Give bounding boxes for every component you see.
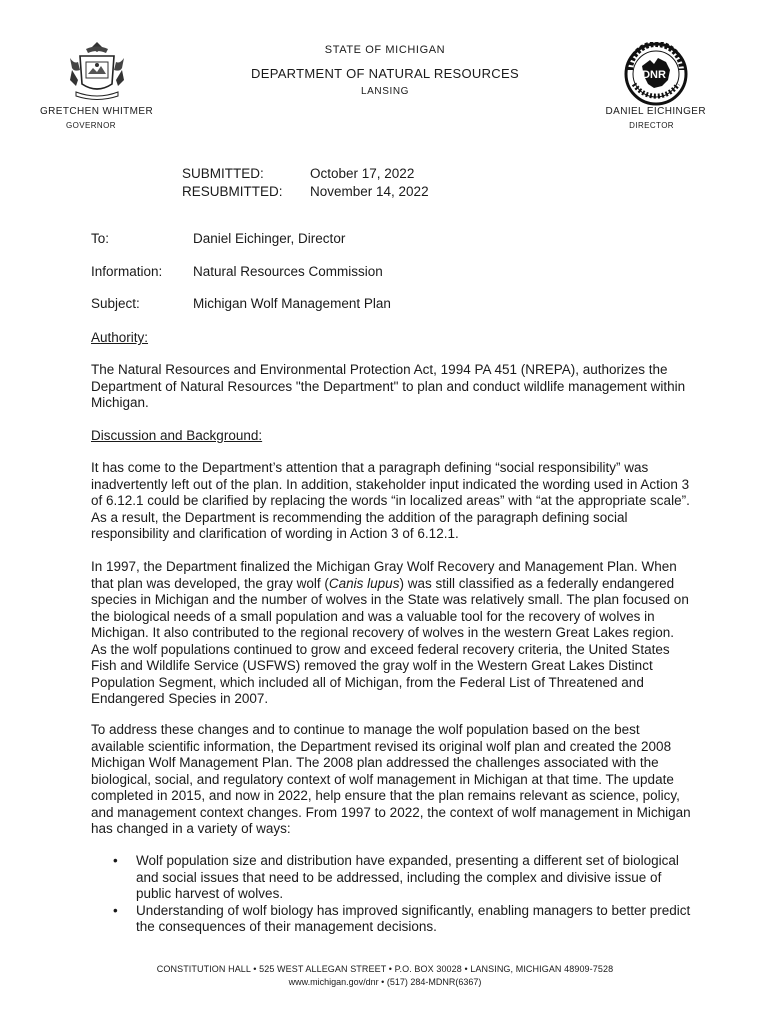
discussion-paragraph-2 bbox=[91, 559, 691, 708]
footer-address: CONSTITUTION HALL • 525 WEST ALLEGAN STREET • P.O. BOX 30028 • LANSING, MICHIGAN 48909-7528 bbox=[156, 964, 614, 974]
paragraph-2-text-a: In 1997, the Department finalized the Michigan Gray Wolf Recovery and Management Plan. When that plan was developed, the gray wolf ( bbox=[91, 559, 677, 591]
memo-to bbox=[91, 231, 345, 246]
submitted-date: October 17, 2022 bbox=[310, 166, 415, 181]
dnr-logo-icon bbox=[624, 42, 688, 106]
bullet-icon: • bbox=[113, 853, 118, 868]
subject-value: Michigan Wolf Management Plan bbox=[193, 296, 391, 311]
resubmitted-date: November 14, 2022 bbox=[310, 184, 429, 199]
authority-heading: Authority: bbox=[91, 330, 149, 345]
memo-information bbox=[91, 264, 383, 279]
submitted-label: SUBMITTED: bbox=[182, 166, 264, 181]
list-item-text: Understanding of wolf biology has improved significantly, enabling managers to better predict the consequences of their management decisions. bbox=[136, 902, 691, 934]
governor-name: GRETCHEN WHITMER bbox=[40, 106, 154, 117]
information-label: Information: bbox=[91, 264, 163, 279]
list-item bbox=[91, 903, 691, 936]
discussion-paragraph-3: To address these changes and to continue to manage the wolf population based on the best available scientific information, the Department revised its original wolf plan and created the 2008 Michigan Wolf Management Plan. The 2008 plan addressed the challenges associated with the biological, social, and regulatory context of wolf management in Michigan at that time. The update completed in 2015, and now in 2022, help ensure that the plan remains relevant as science, policy, and management context changes. From 1997 to 2022, the context of wolf management in Michigan has changed in a variety of ways: bbox=[91, 722, 691, 836]
to-value: Daniel Eichinger, Director bbox=[193, 231, 346, 246]
footer-contact: www.michigan.gov/dnr • (517) 284-MDNR(6367) bbox=[288, 977, 482, 987]
letterhead-department: DEPARTMENT OF NATURAL RESOURCES bbox=[251, 66, 519, 81]
bullet-list bbox=[91, 853, 691, 936]
resubmitted-label: RESUBMITTED: bbox=[182, 184, 283, 199]
dnr-logo-text: DNR bbox=[642, 69, 666, 81]
species-name: Canis lupus bbox=[328, 575, 400, 591]
director-title: DIRECTOR bbox=[629, 121, 674, 130]
director-name: DANIEL EICHINGER bbox=[605, 106, 706, 117]
paragraph-2-text-b: ) was still classified as a federally endangered species in Michigan and the number of wolves in the State was relatively small. The plan focused on the biological needs of a small population and was a valuable tool for the recovery of wolves in Michigan. It also contributed to the regional recovery of wolves in the western Great Lakes region. As the wolf populations continued to grow and exceed federal recovery criteria, the United States Fish and Wildlife Service (USFWS) removed the gray wolf in the Western Great Lakes Distinct Population Segment, which included all of Michigan, from the Federal List of Threatened and Endangered Species in 2007. bbox=[91, 575, 689, 706]
list-item bbox=[91, 853, 691, 903]
to-label: To: bbox=[91, 231, 110, 246]
subject-label: Subject: bbox=[91, 296, 140, 311]
memo-subject bbox=[91, 296, 391, 311]
discussion-paragraph-1: It has come to the Department’s attention that a paragraph defining “social responsibility” was inadvertently left out of the plan. In addition, stakeholder input indicated the wording used in Action 3 of 6.12.1 could be clarified by replacing the words “in localized areas” with “at the appropriate scale”. As a result, the Department is recommending the addition of the paragraph defining social responsibility and clarification of wording in Action 3 of 6.12.1. bbox=[91, 460, 690, 541]
letterhead-city: LANSING bbox=[360, 86, 410, 97]
submission-dates bbox=[182, 165, 429, 201]
discussion-heading: Discussion and Background: bbox=[91, 428, 263, 443]
authority-paragraph: The Natural Resources and Environmental Protection Act, 1994 PA 451 (NREPA), authorizes the Department of Natural Resources "the Department" to plan and conduct wildlife management within Michigan. bbox=[91, 362, 686, 410]
governor-title: GOVERNOR bbox=[66, 121, 116, 130]
list-item-text: Wolf population size and distribution have expanded, presenting a different set of biological and social issues that need to be addressed, including the complex and divisive issue of public harvest of wolves. bbox=[136, 853, 679, 901]
information-value: Natural Resources Commission bbox=[193, 264, 383, 279]
bullet-icon: • bbox=[113, 902, 118, 918]
letterhead-state: STATE OF MICHIGAN bbox=[324, 44, 446, 56]
